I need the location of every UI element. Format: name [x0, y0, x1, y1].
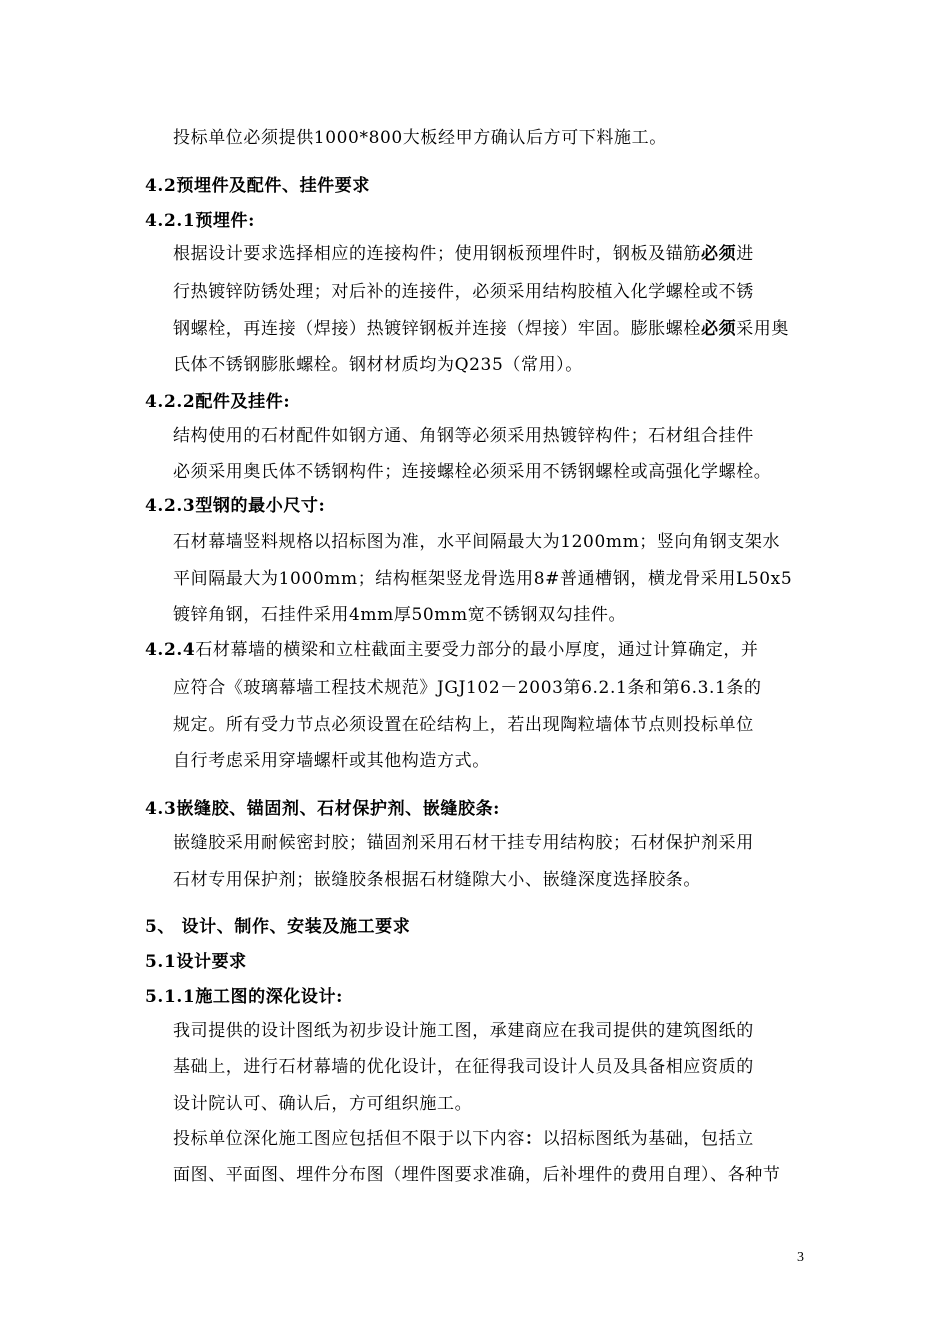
section-4-3-heading: 4.3嵌缝胶、锚固剂、石材保护剂、嵌缝胶条:: [145, 799, 501, 819]
section-4-3-line: 石材专用保护剂；嵌缝胶条根据石材缝隙大小、嵌缝深度选择胶条。: [173, 870, 701, 890]
section-4-2-3-line: 石材幕墙竖料规格以招标图为准，水平间隔最大为1200mm；竖向角钢支架水: [173, 532, 781, 552]
section-4-2-4-line: [145, 638, 759, 662]
section-4-2-heading: 4.2预埋件及配件、挂件要求: [145, 176, 370, 196]
text-run: 投标单位深化施工图应包括但不限于以下内容: [173, 1129, 525, 1149]
section-4-2-1-line: 氏体不锈钢膨胀螺栓。钢材材质均为Q235（常用）。: [173, 355, 583, 375]
section-4-2-3-heading: 4.2.3型钢的最小尺寸:: [145, 496, 326, 516]
section-number: 4.2.4: [145, 640, 196, 660]
section-4-2-1-line: 行热镀锌防锈处理；对后补的连接件，必须采用结构胶植入化学螺栓或不锈: [173, 282, 754, 302]
page-number: 3: [797, 1250, 804, 1265]
section-4-2-4-line: 应符合《玻璃幕墙工程技术规范》JGJ102－2003第6.2.1条和第6.3.1条的: [173, 678, 762, 698]
section-5-1-1-line: 我司提供的设计图纸为初步设计施工图，承建商应在我司提供的建筑图纸的: [173, 1021, 754, 1041]
section-4-2-1-line: [173, 317, 789, 341]
section-4-2-2-heading: 4.2.2配件及挂件:: [145, 392, 291, 412]
text-run: 以招标图纸为基础，包括立: [542, 1129, 754, 1149]
section-5-1-1-line: 基础上，进行石材幕墙的优化设计，在征得我司设计人员及具备相应资质的: [173, 1057, 754, 1077]
section-4-2-2-line: 结构使用的石材配件如钢方通、角钢等必须采用热镀锌构件；石材组合挂件: [173, 426, 754, 446]
bold-emphasis: ：: [525, 1129, 543, 1149]
text-run: 进: [736, 244, 754, 264]
section-4-2-4-line: 规定。所有受力节点必须设置在砼结构上，若出现陶粒墙体节点则投标单位: [173, 715, 754, 735]
section-5-1-1-line: [173, 1127, 754, 1151]
section-4-2-1-line: [173, 242, 754, 266]
section-5-1-1-heading: 5.1.1施工图的深化设计:: [145, 987, 343, 1007]
intro-paragraph: 投标单位必须提供1000*800大板经甲方确认后方可下料施工。: [173, 128, 667, 148]
text-run: 根据设计要求选择相应的连接构件；使用钢板预埋件时，钢板及锚筋: [173, 244, 701, 264]
bold-emphasis: 必须: [701, 319, 737, 339]
section-4-3-line: 嵌缝胶采用耐候密封胶；锚固剂采用石材干挂专用结构胶；石材保护剂采用: [173, 833, 754, 853]
section-5-1-1-line: 设计院认可、确认后，方可组织施工。: [173, 1094, 473, 1114]
text-run: 钢螺栓，再连接（焊接）热镀锌钢板并连接（焊接）牢固。膨胀螺栓: [173, 319, 701, 339]
section-5-1-heading: 5.1设计要求: [145, 952, 247, 972]
section-4-2-4-line: 自行考虑采用穿墙螺杆或其他构造方式。: [173, 751, 490, 771]
text-run: 采用奥: [736, 319, 790, 339]
section-4-2-3-line: 平间隔最大为1000mm；结构框架竖龙骨选用8#普通槽钢，横龙骨采用L50x5: [173, 569, 793, 589]
section-5-heading: 5、 设计、制作、安装及施工要求: [145, 917, 411, 937]
bold-emphasis: 必须: [701, 244, 737, 264]
section-4-2-3-line: 镀锌角钢，石挂件采用4mm厚50mm宽不锈钢双勾挂件。: [173, 605, 627, 625]
text-run: 石材幕墙的横梁和立柱截面主要受力部分的最小厚度，通过计算确定，并: [195, 640, 759, 660]
section-5-1-1-line: 面图、平面图、埋件分布图（埋件图要求准确，后补埋件的费用自理）、各种节: [173, 1165, 781, 1185]
section-4-2-1-heading: 4.2.1预埋件:: [145, 211, 255, 231]
section-4-2-2-line: 必须采用奥氏体不锈钢构件；连接螺栓必须采用不锈钢螺栓或高强化学螺栓。: [173, 462, 772, 482]
